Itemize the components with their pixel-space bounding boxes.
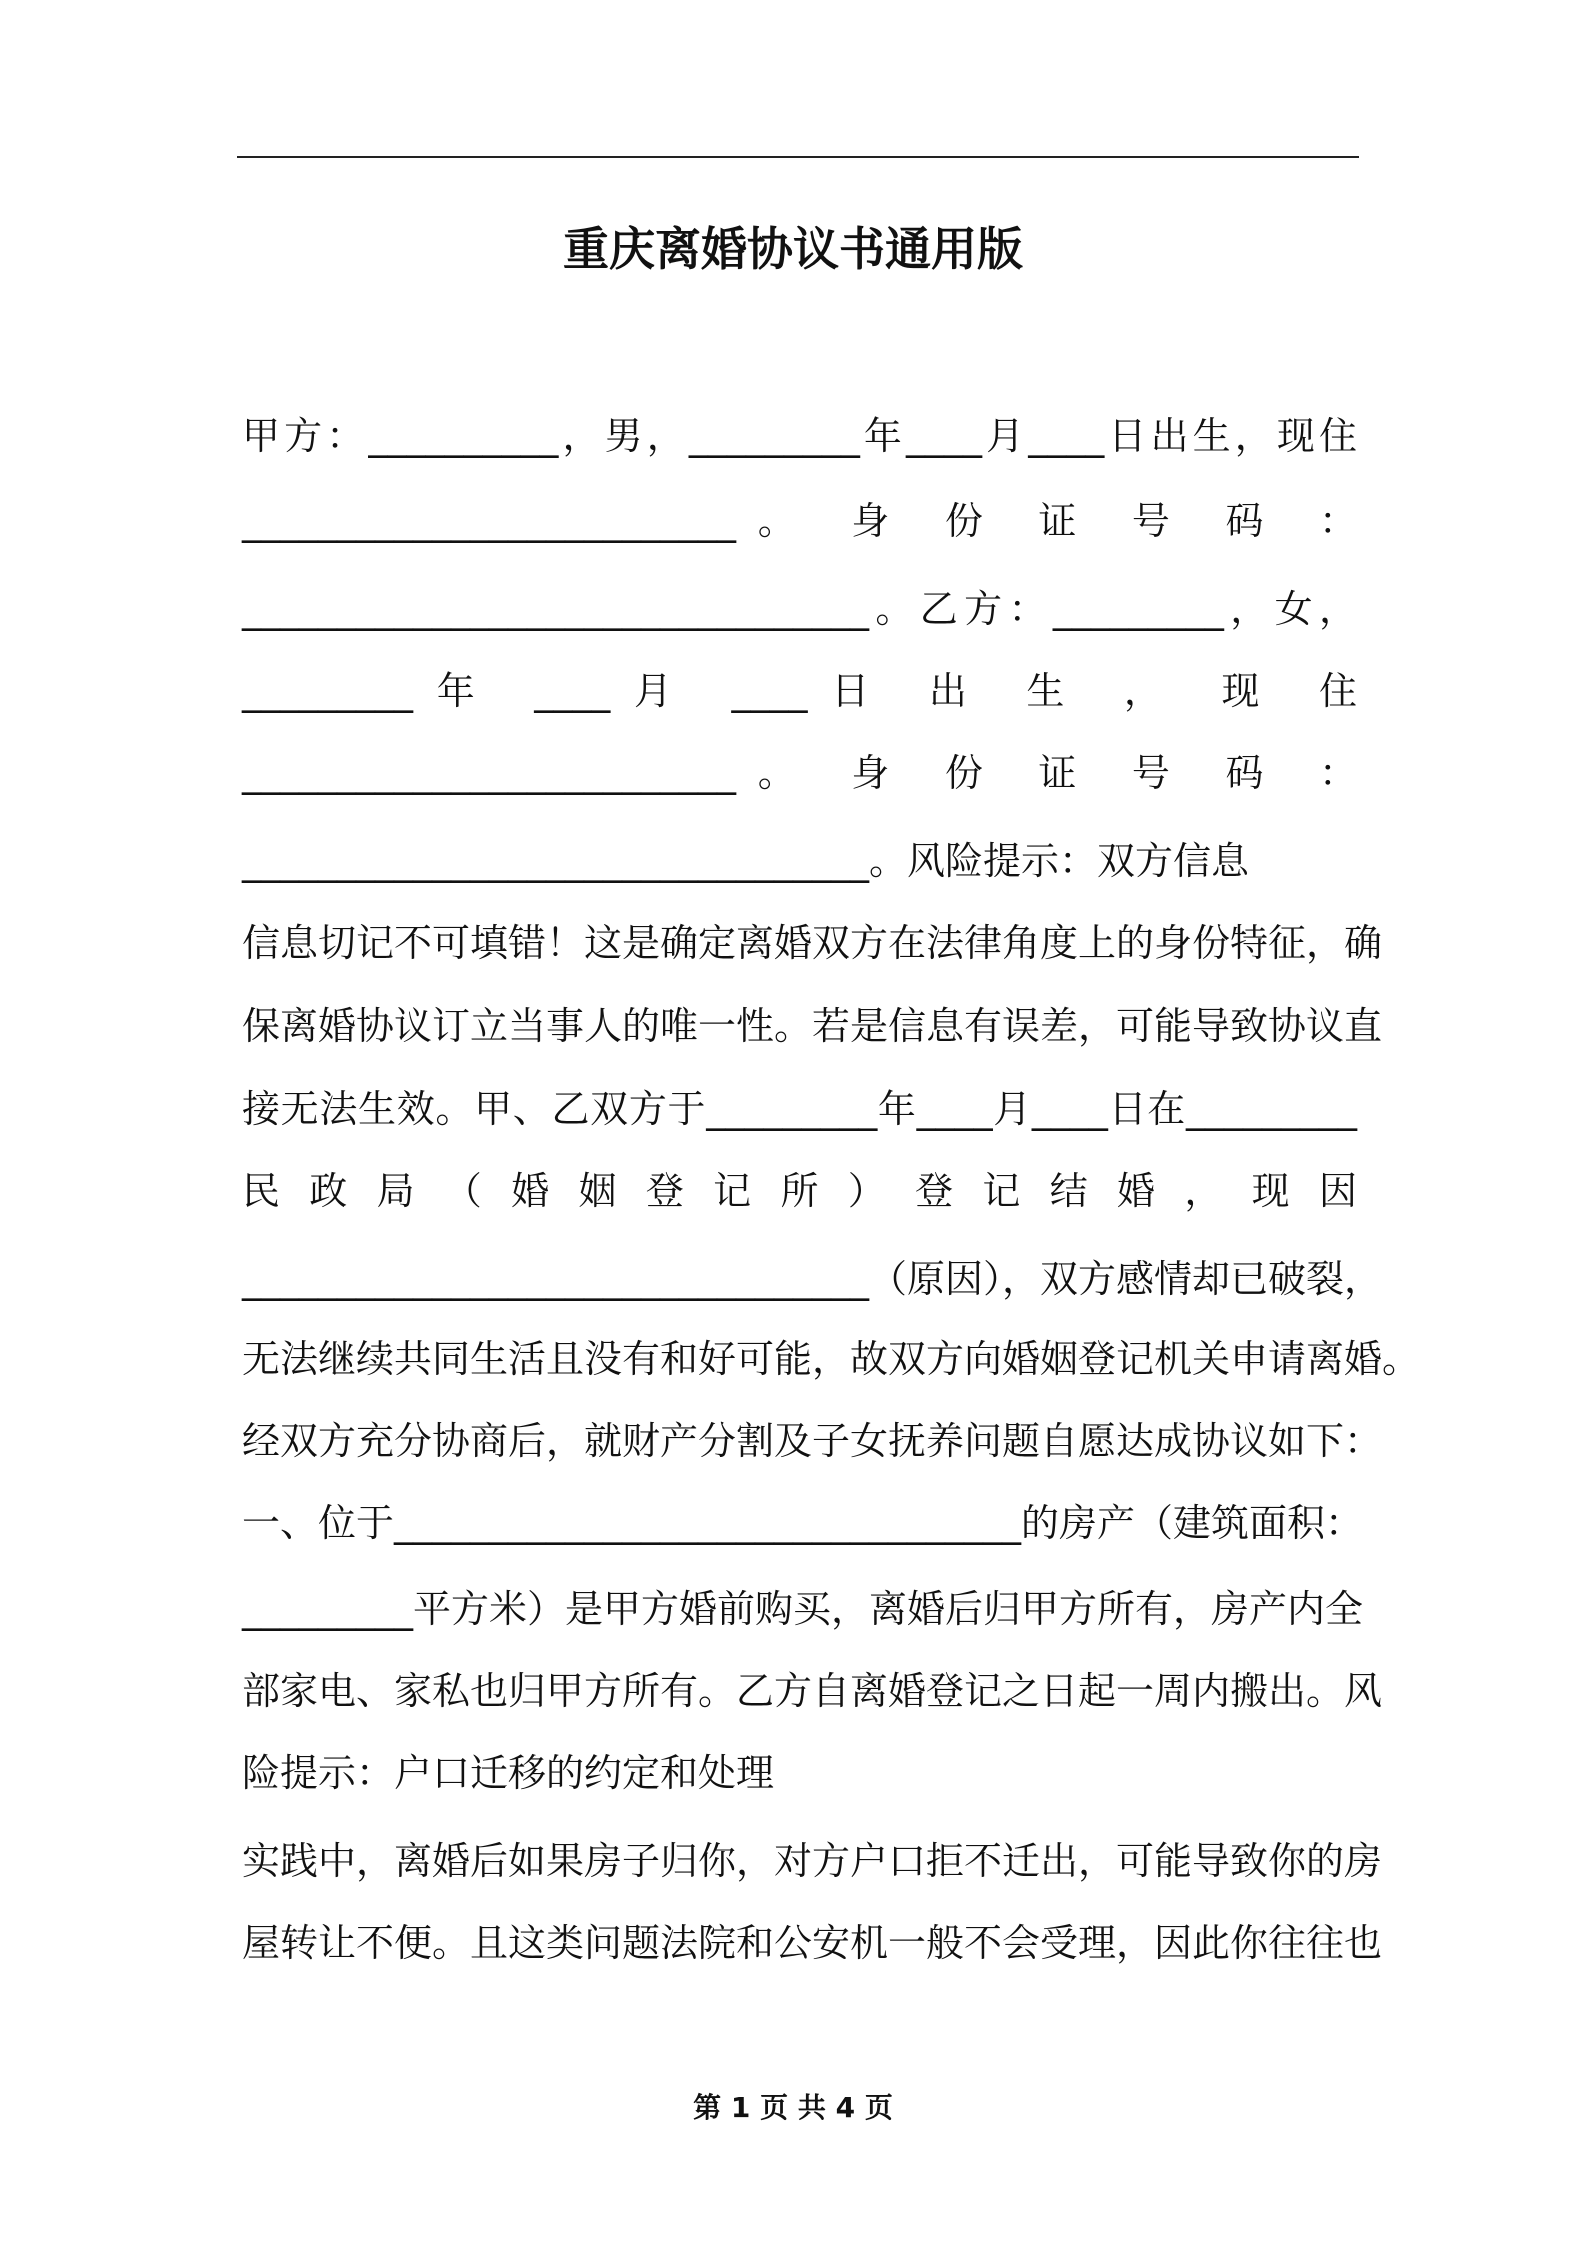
text-line-11: _________________________________（原因），双方感情却已破裂， — [242, 1257, 1383, 1301]
text-line-7: 信息切记不可填错！这是确定离婚双方在法律角度上的身份特征，确 — [242, 921, 1383, 965]
text-line-3: _________________________________。乙方：_________，女， — [242, 587, 1357, 631]
page-number-footer: 第 1 页 共 4 页 — [693, 2091, 893, 2124]
text-line-12: 无法继续共同生活且没有和好可能，故双方向婚姻登记机关申请离婚。 — [242, 1337, 1421, 1381]
text-line-6: _________________________________。风险提示：双方信息 — [242, 839, 1250, 883]
text-line-19: 屋转让不便。且这类问题法院和公安机一般不会受理，因此你往往也 — [242, 1921, 1383, 1965]
text-line-18: 实践中，离婚后如果房子归你，对方户口拒不迁出，可能导致你的房 — [242, 1839, 1383, 1883]
text-line-15: _________平方米）是甲方婚前购买，离婚后归甲方所有，房产内全 — [242, 1587, 1364, 1631]
text-line-17: 险提示：户口迁移的约定和处理 — [242, 1751, 775, 1795]
text-line-5: __________________________。 身 份 证 号 码 ： — [242, 751, 1357, 795]
header-rule — [237, 156, 1359, 158]
text-line-2: __________________________。 身 份 证 号 码 ： — [242, 499, 1357, 543]
text-line-9: 接无法生效。甲、乙双方于_________年____月____日在_________ — [242, 1087, 1357, 1131]
text-line-10: 民 政 局 （ 婚 姻 登 记 所 ） 登 记 结 婚 ， 现 因 — [242, 1169, 1357, 1213]
text-line-8: 保离婚协议订立当事人的唯一性。若是信息有误差，可能导致协议直 — [242, 1004, 1383, 1048]
text-line-16: 部家电、家私也归甲方所有。乙方自离婚登记之日起一周内搬出。风 — [242, 1669, 1383, 1713]
text-line-1: 甲方：__________，男，_________年____月____日出生，现住 — [242, 414, 1357, 458]
document-title: 重庆离婚协议书通用版 — [563, 222, 1023, 276]
text-line-13: 经双方充分协商后，就财产分割及子女抚养问题自愿达成协议如下： — [242, 1419, 1383, 1463]
text-line-14: 一、位于_________________________________的房产（建筑面积： — [242, 1501, 1364, 1545]
text-line-4: _________年 ____月 ____日 出 生 ， 现 住 — [242, 669, 1357, 713]
